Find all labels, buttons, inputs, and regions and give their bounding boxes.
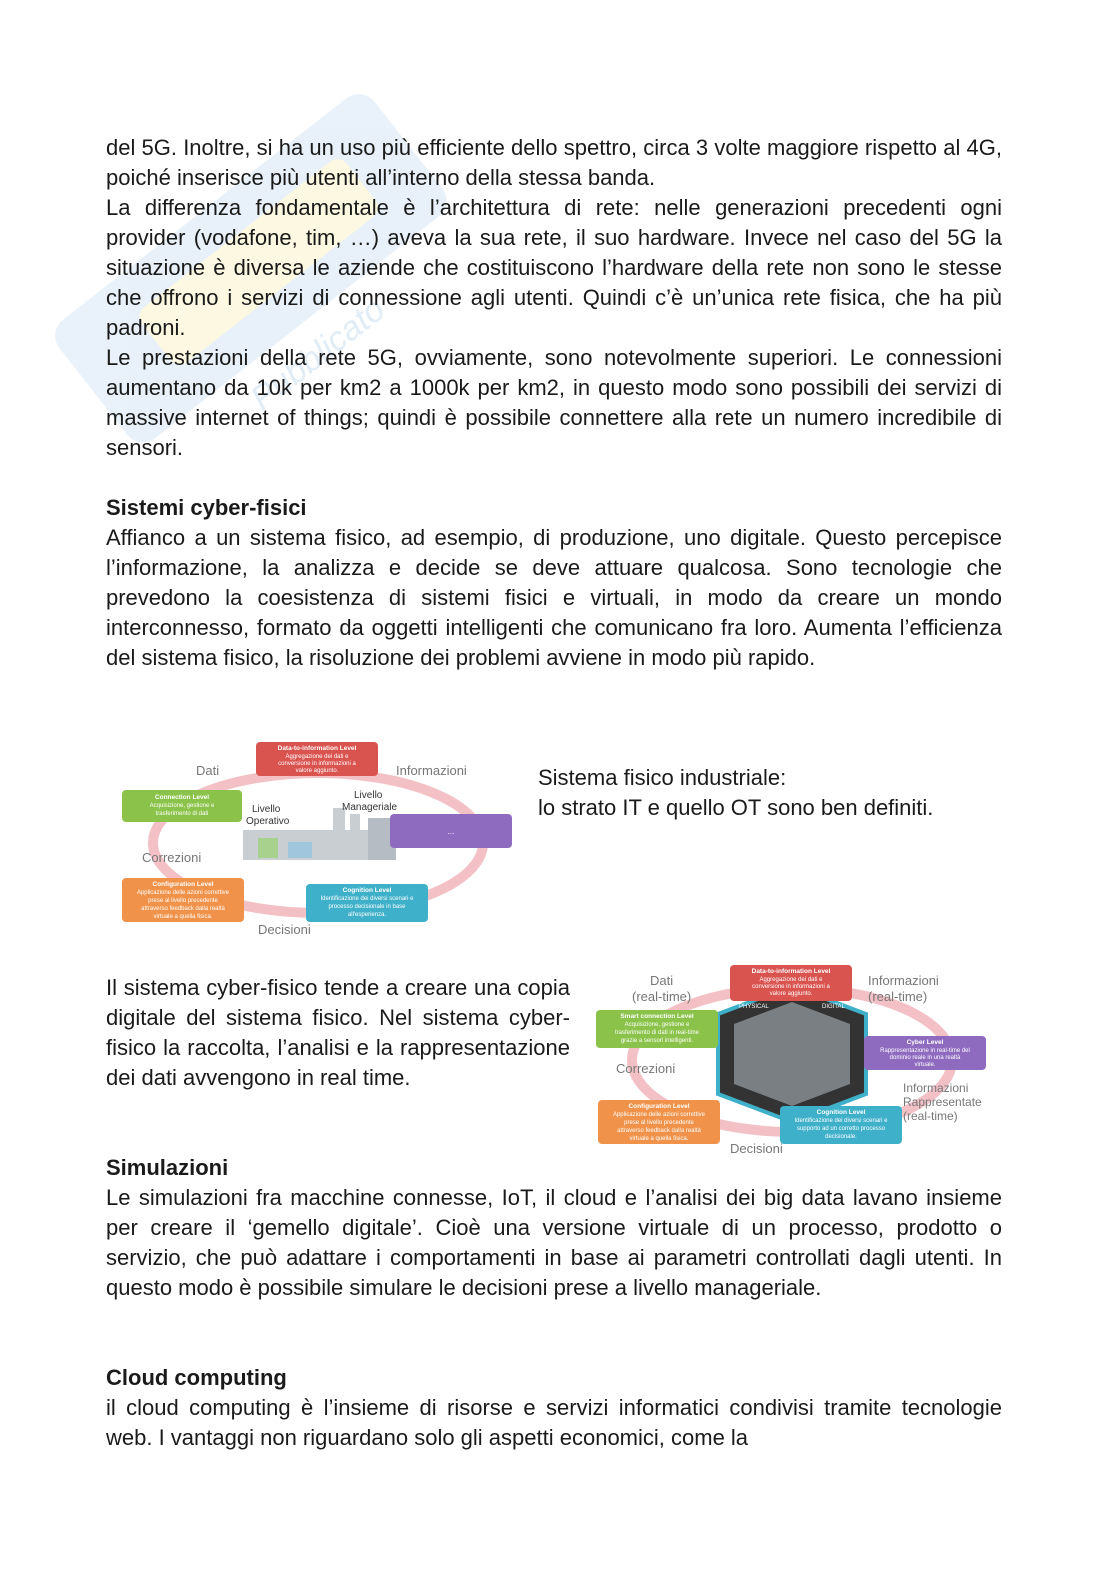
box2-blue-title: Cognition Level — [816, 1109, 866, 1116]
box-red-line2: conversione in informazioni a — [278, 761, 356, 767]
watermark-text: Pubblicato — [243, 290, 393, 418]
paragraph-architettura: La differenza fondamentale è l’architettura di rete: nelle generazioni precedenti ogni provider (vodafone, tim, …) aveva la sua rete, il suo hardware. Invece nel caso del 5G la situazione è diversa le aziende che costituiscono l’hardware della rete non sono le stesse che offrono i servizi di connessione agli utenti. Quindi c’è un’unica rete fisica, che ha più padroni. — [106, 195, 1002, 340]
box-orange-line3: attraverso feedback dalla realtà — [141, 906, 225, 912]
box2-green-title: Smart connection Level — [620, 1013, 694, 1020]
box-purple-label: ... — [447, 827, 455, 836]
box2-green-line3: grazie a sensori intelligenti. — [620, 1038, 694, 1044]
paragraph-prestazioni: Le prestazioni della rete 5G, ovviamente, sono notevolmente superiori. Le connessioni aumentano da 10k per km2 a 1000k per km2, in questo modo sono possibili dei servizi di massive internet of things; quindi è possibile connettere alla rete un numero incredibile di sensori. — [106, 345, 1002, 460]
box-blue-line2: processo decisionale in base — [328, 904, 406, 910]
box-green-title: Connection Level — [154, 794, 210, 801]
box-red-line1: Aggregazione dei dati e — [285, 754, 349, 760]
label2-rapp-3: (real-time) — [903, 1109, 958, 1123]
hex-left-label: PHYSICAL — [739, 1004, 769, 1010]
box2-purple-line3: virtuale. — [914, 1062, 936, 1068]
box-green-line2: trasferimento di dati — [155, 811, 209, 817]
heading-cloud-computing: Cloud computing — [106, 1365, 287, 1390]
box2-blue-line1: Identificazione dei diversi scenari e — [794, 1118, 888, 1124]
caption-line1: Sistema fisico industriale: — [538, 765, 787, 790]
label2-info-2: (real-time) — [868, 989, 928, 1004]
box2-red-line1: Aggregazione dei dati e — [759, 977, 823, 983]
box2-blue-line3: decisionale. — [825, 1134, 857, 1140]
box2-orange-line1: Applicazione delle azioni correttive — [612, 1112, 706, 1118]
label2-rapp-2: Rappresentate — [903, 1095, 982, 1109]
heading-simulazioni: Simulazioni — [106, 1155, 229, 1180]
paragraph-cloud-computing: il cloud computing è l’insieme di risorse e servizi informatici condivisi tramite tecnologie web. I vantaggi non riguardano solo gli aspetti economici, come la — [106, 1395, 1002, 1450]
label-informazioni: Informazioni — [396, 763, 467, 778]
caption-line2: lo strato IT e quello OT sono ben definiti. — [538, 795, 934, 820]
box2-orange-line2: prese al livello precedente — [624, 1120, 694, 1126]
paragraph-intro: del 5G. Inoltre, si ha un uso più efficiente dello spettro, circa 3 volte maggiore rispetto al 4G, poiché inserisce più utenti all’interno della stessa banda. — [106, 135, 1002, 190]
box2-orange-line4: virtuale a quella fisica. — [629, 1136, 689, 1142]
label-dati: Dati — [196, 763, 220, 778]
paragraph-simulazioni: Le simulazioni fra macchine connesse, IoT, il cloud e l’analisi dei big data lavano insieme per creare il ‘gemello digitale’. Cioè una versione virtuale di un processo, prodotto o servizio, che può adattare i comportamenti in base ai parametri controllati dagli utenti. In questo modo è possibile simulare le decisioni prese a livello manageriale. — [106, 1185, 1002, 1300]
label2-dati-2: (real-time) — [632, 989, 692, 1004]
box2-blue-line2: supporto ad un corretto processo — [796, 1126, 886, 1132]
diagram-sistema-cyber-fisico — [594, 962, 990, 1158]
paragraph-cyber-fisico-copia: Il sistema cyber-fisico tende a creare una copia digitale del sistema fisico. Nel sistema cyber-fisico la raccolta, l’analisi e la rappresentazione dei dati avvengono in real time. — [106, 975, 570, 1090]
label-livello-operativo-2: Operativo — [246, 816, 290, 827]
heading-sistemi-cyber-fisici: Sistemi cyber-fisici — [106, 495, 307, 520]
box2-purple-title: Cyber Level — [906, 1039, 944, 1046]
box-red-line3: valore aggiunto. — [295, 768, 339, 774]
box-orange-line4: virtuale a quella fisica. — [153, 914, 213, 920]
box-blue-line1: Identificazione dei diversi scenari e — [320, 896, 414, 902]
box2-purple-line1: Rappresentazione in real-time del — [880, 1048, 970, 1054]
box2-red-title: Data-to-information Level — [751, 968, 831, 975]
label2-rapp-1: Informazioni — [903, 1081, 969, 1095]
box2-red-line3: valore aggiunto. — [769, 991, 813, 997]
box-blue-title: Cognition Level — [342, 887, 392, 894]
box-green-line1: Acquisizione, gestione e — [149, 803, 215, 809]
box-orange-title: Configuration Level — [152, 881, 214, 888]
box-orange-line2: prese al livello precedente — [148, 898, 218, 904]
label2-correzioni: Correzioni — [616, 1061, 676, 1076]
box2-purple-line2: dominio reale in una realtà — [889, 1055, 961, 1061]
box2-orange-title: Configuration Level — [628, 1103, 690, 1110]
paragraph-sistemi-cyber-fisici: Affianco a un sistema fisico, ad esempio, di produzione, uno digitale. Questo percepisce l’informazione, la analizza e decide se deve attuare qualcosa. Sono tecnologie che prevedono la coesistenza di sistemi fisici e virtuali, in modo da creare un mondo interconnesso, formato da oggetti intelligenti che comunicano fra loro. Aumenta l’efficienza del sistema fisico, la risoluzione dei problemi avviene in modo più rapido. — [106, 525, 1002, 670]
label-livello-manageriale-2: Manageriale — [342, 802, 398, 813]
hex-right-label: DIGITAL — [822, 1004, 845, 1010]
label2-decisioni: Decisioni — [730, 1141, 783, 1156]
box2-orange-line3: attraverso feedback dalla realtà — [617, 1128, 701, 1134]
label2-info-1: Informazioni — [868, 973, 939, 988]
box-orange-line1: Applicazione delle azioni correttive — [136, 890, 230, 896]
label-decisioni: Decisioni — [258, 922, 311, 937]
box-red-title: Data-to-information Level — [277, 745, 357, 752]
label2-dati-1: Dati — [650, 973, 674, 988]
box2-green-line1: Acquisizione, gestione e — [624, 1022, 690, 1028]
caption-diagram1 — [538, 763, 933, 823]
diagram-sistema-fisico — [118, 738, 518, 938]
box2-green-line2: trasferimento di dati in real-time — [614, 1030, 700, 1036]
box-blue-line3: all'esperienza. — [347, 912, 387, 918]
label-livello-operativo-1: Livello — [252, 804, 281, 815]
box2-red-line2: conversione in informazioni a — [752, 984, 830, 990]
label-livello-manageriale-1: Livello — [354, 790, 383, 801]
label-correzioni: Correzioni — [142, 850, 202, 865]
